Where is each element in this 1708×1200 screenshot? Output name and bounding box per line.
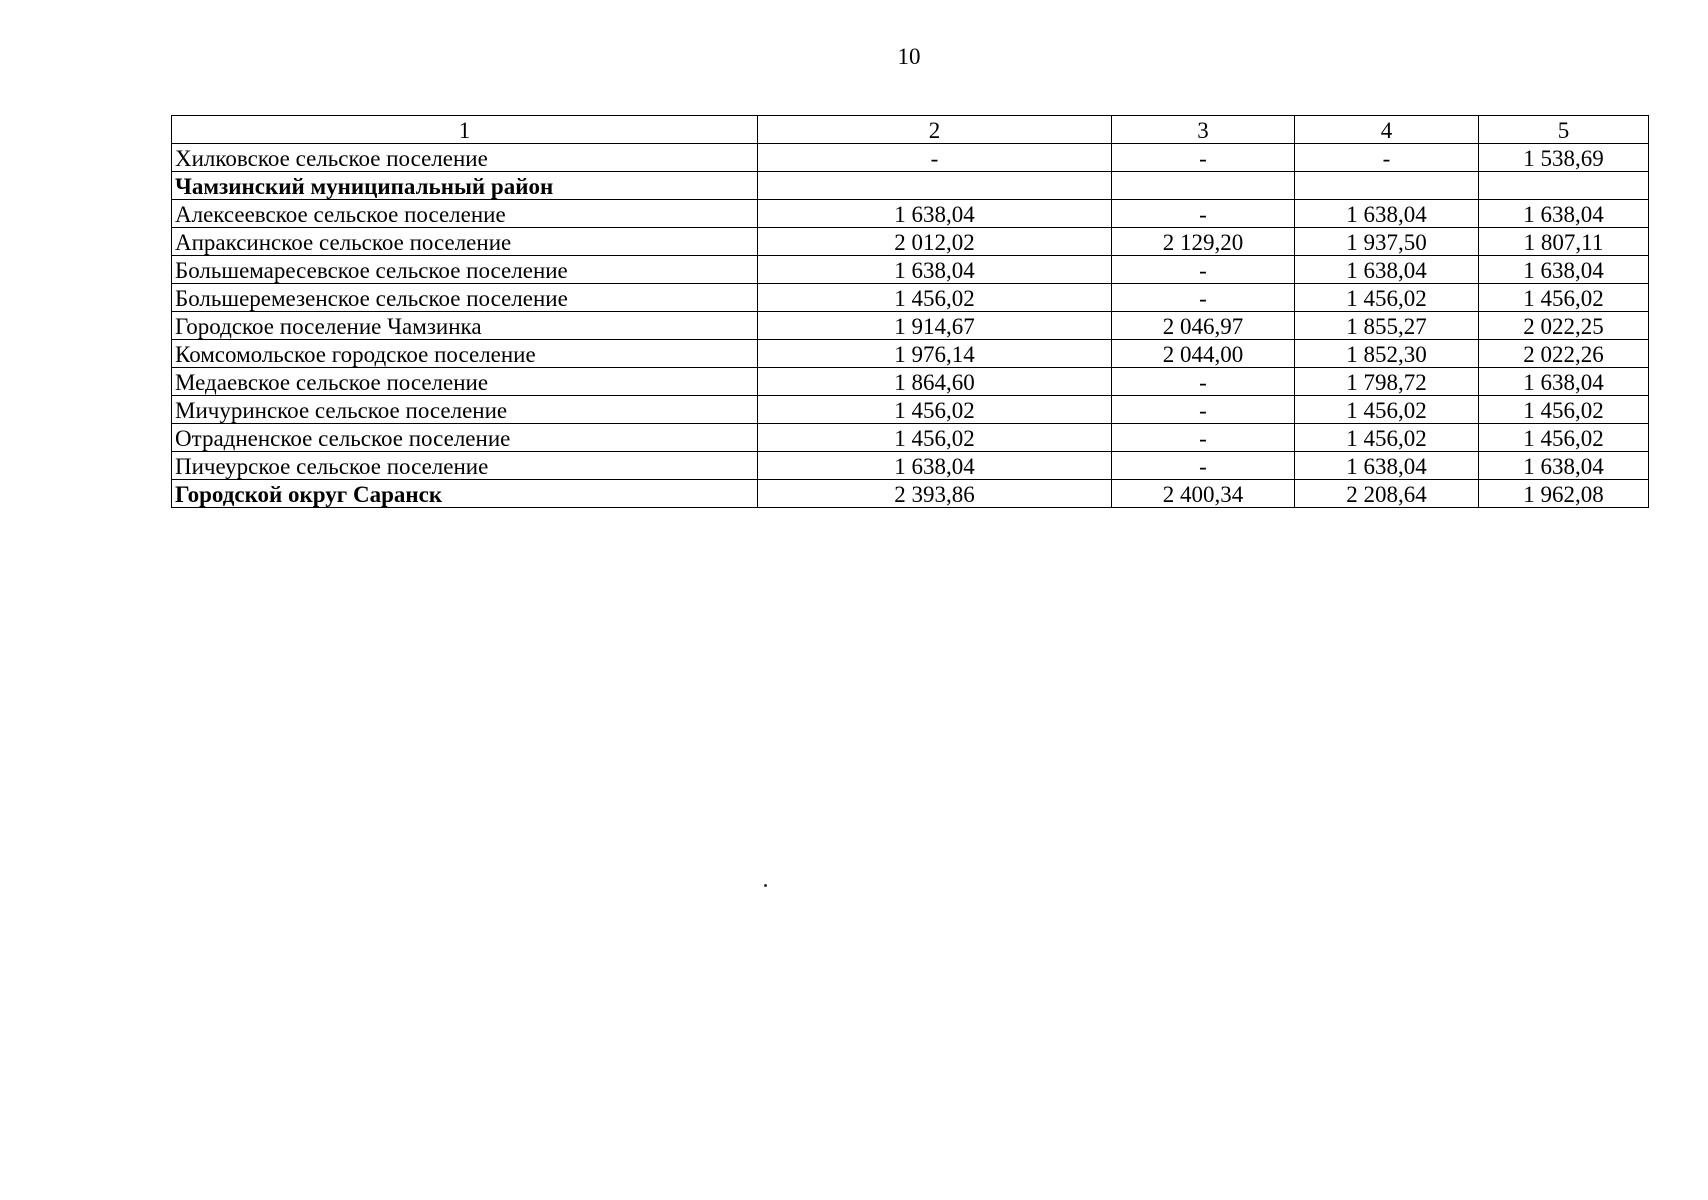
value-cell-col-5: 1 638,04 bbox=[1479, 256, 1649, 284]
value-cell-col-4: 2 208,64 bbox=[1295, 480, 1479, 508]
value-cell-col-4: 1 456,02 bbox=[1295, 424, 1479, 452]
value-cell-col-3: - bbox=[1112, 396, 1295, 424]
table-row bbox=[172, 368, 1649, 396]
value-cell-col-2: 1 976,14 bbox=[758, 340, 1112, 368]
row-name-cell: Большеремезенское сельское поселение bbox=[172, 284, 758, 312]
row-name-cell: Отрадненское сельское поселение bbox=[172, 424, 758, 452]
value-cell-col-3: - bbox=[1112, 424, 1295, 452]
value-cell-col-3: 2 044,00 bbox=[1112, 340, 1295, 368]
value-cell-col-5: 2 022,26 bbox=[1479, 340, 1649, 368]
value-cell-col-2: 1 638,04 bbox=[758, 256, 1112, 284]
row-name-cell: Большемаресевское сельское поселение bbox=[172, 256, 758, 284]
column-header-4: 4 bbox=[1295, 116, 1479, 144]
row-name-cell: Комсомольское городское поселение bbox=[172, 340, 758, 368]
row-name-cell: Городское поселение Чамзинка bbox=[172, 312, 758, 340]
value-cell-col-4: 1 798,72 bbox=[1295, 368, 1479, 396]
value-cell-col-3: 2 129,20 bbox=[1112, 228, 1295, 256]
value-cell-col-4: 1 456,02 bbox=[1295, 284, 1479, 312]
value-cell-col-2: - bbox=[758, 144, 1112, 172]
row-name-cell: Медаевское сельское поселение bbox=[172, 368, 758, 396]
row-name-cell: Хилковское сельское поселение bbox=[172, 144, 758, 172]
value-cell-col-2: 1 456,02 bbox=[758, 284, 1112, 312]
header-row bbox=[172, 116, 1649, 144]
column-header-2: 2 bbox=[758, 116, 1112, 144]
column-header-5: 5 bbox=[1479, 116, 1649, 144]
value-cell-col-4 bbox=[1295, 172, 1479, 200]
row-name-cell: Пичеурское сельское поселение bbox=[172, 452, 758, 480]
table-row bbox=[172, 480, 1649, 508]
value-cell-col-3: 2 400,34 bbox=[1112, 480, 1295, 508]
table-row bbox=[172, 424, 1649, 452]
value-cell-col-5: 1 638,04 bbox=[1479, 200, 1649, 228]
value-cell-col-4: 1 638,04 bbox=[1295, 256, 1479, 284]
value-cell-col-5 bbox=[1479, 172, 1649, 200]
row-name-cell: Городской округ Саранск bbox=[172, 480, 758, 508]
table-row bbox=[172, 284, 1649, 312]
table-body bbox=[172, 144, 1649, 508]
value-cell-col-4: 1 852,30 bbox=[1295, 340, 1479, 368]
value-cell-col-5: 1 962,08 bbox=[1479, 480, 1649, 508]
value-cell-col-5: 1 538,69 bbox=[1479, 144, 1649, 172]
value-cell-col-4: 1 855,27 bbox=[1295, 312, 1479, 340]
value-cell-col-2: 1 456,02 bbox=[758, 424, 1112, 452]
column-header-3: 3 bbox=[1112, 116, 1295, 144]
table-row bbox=[172, 396, 1649, 424]
column-header-1: 1 bbox=[172, 116, 758, 144]
table-row bbox=[172, 172, 1649, 200]
value-cell-col-5: 1 638,04 bbox=[1479, 368, 1649, 396]
row-name-cell: Алексеевское сельское поселение bbox=[172, 200, 758, 228]
value-cell-col-2: 1 864,60 bbox=[758, 368, 1112, 396]
table-row bbox=[172, 200, 1649, 228]
table-row bbox=[172, 340, 1649, 368]
table-row bbox=[172, 228, 1649, 256]
value-cell-col-3: - bbox=[1112, 144, 1295, 172]
value-cell-col-3: - bbox=[1112, 368, 1295, 396]
value-cell-col-3 bbox=[1112, 172, 1295, 200]
value-cell-col-2: 2 393,86 bbox=[758, 480, 1112, 508]
table-row bbox=[172, 312, 1649, 340]
value-cell-col-5: 2 022,25 bbox=[1479, 312, 1649, 340]
value-cell-col-2: 1 638,04 bbox=[758, 452, 1112, 480]
table-row bbox=[172, 452, 1649, 480]
value-cell-col-5: 1 456,02 bbox=[1479, 424, 1649, 452]
value-cell-col-4: 1 638,04 bbox=[1295, 200, 1479, 228]
row-name-cell: Мичуринское сельское поселение bbox=[172, 396, 758, 424]
value-cell-col-4: - bbox=[1295, 144, 1479, 172]
value-cell-col-2: 1 456,02 bbox=[758, 396, 1112, 424]
page-number: 10 bbox=[897, 44, 921, 69]
value-cell-col-3: - bbox=[1112, 256, 1295, 284]
value-cell-col-4: 1 456,02 bbox=[1295, 396, 1479, 424]
value-cell-col-5: 1 638,04 bbox=[1479, 452, 1649, 480]
value-cell-col-3: - bbox=[1112, 284, 1295, 312]
row-name-cell: Чамзинский муниципальный район bbox=[172, 172, 758, 200]
value-cell-col-2: 1 914,67 bbox=[758, 312, 1112, 340]
table-row bbox=[172, 256, 1649, 284]
scan-speck bbox=[764, 884, 767, 887]
value-cell-col-2: 2 012,02 bbox=[758, 228, 1112, 256]
tariff-table bbox=[171, 115, 1649, 508]
value-cell-col-2: 1 638,04 bbox=[758, 200, 1112, 228]
value-cell-col-5: 1 807,11 bbox=[1479, 228, 1649, 256]
value-cell-col-5: 1 456,02 bbox=[1479, 284, 1649, 312]
value-cell-col-5: 1 456,02 bbox=[1479, 396, 1649, 424]
value-cell-col-3: - bbox=[1112, 452, 1295, 480]
value-cell-col-4: 1 638,04 bbox=[1295, 452, 1479, 480]
value-cell-col-3: 2 046,97 bbox=[1112, 312, 1295, 340]
value-cell-col-4: 1 937,50 bbox=[1295, 228, 1479, 256]
value-cell-col-2 bbox=[758, 172, 1112, 200]
table-row bbox=[172, 144, 1649, 172]
row-name-cell: Апраксинское сельское поселение bbox=[172, 228, 758, 256]
value-cell-col-3: - bbox=[1112, 200, 1295, 228]
